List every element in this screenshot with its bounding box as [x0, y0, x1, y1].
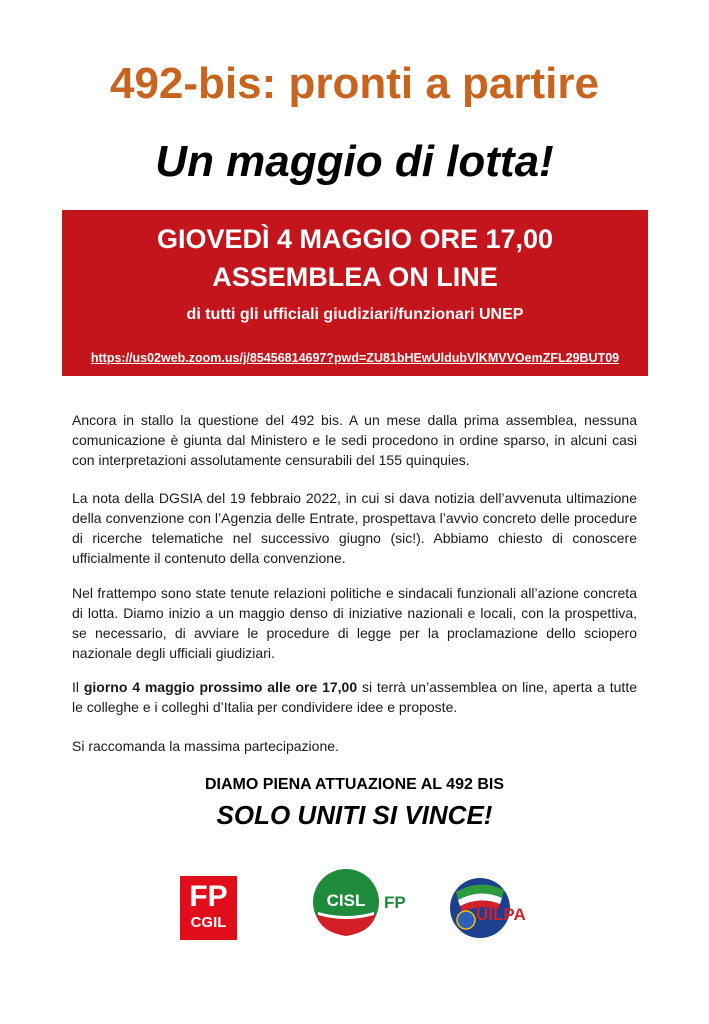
closing-motto: SOLO UNITI SI VINCE! [216, 800, 493, 830]
zoom-meeting-link[interactable]: https://us02web.zoom.us/j/85456814697?pwd=ZU81bHEwUldubVlKMVVOemZFL29BUT09 [90, 351, 620, 365]
cisl-fp-logo [312, 868, 432, 948]
paragraph-4-suffix: si terrà un’assemblea on line, aperta a tutte le colleghe e i colleghi d’Italia per condividere idee e proposte. [72, 679, 637, 715]
paragraph-1: Ancora in stallo la questione del 492 bis. A un mese dalla prima assemblea, nessuna comunicazione è giunta dal Ministero e le sedi procedono in ordine sparso, in alcuni casi con interpretazioni assolutamente censurabili del 155 quinquies. [72, 412, 637, 468]
page-subtitle: Un maggio di lotta! [155, 137, 554, 186]
paragraph-3: Nel frattempo sono state tenute relazioni politiche e sindacali funzionali all’azione concreta di lotta. Diamo inizio a un maggio denso di iniziative nazionali e locali, con la prospettiva, se necessario, di avviare le procedure di legge per la proclamazione dello sciopero nazionale degli ufficiali giudiziari. [72, 585, 637, 661]
paragraph-2: La nota della DGSIA del 19 febbraio 2022, in cui si dava notizia dell’avvenuta ultimazione della convenzione con l’Agenzia delle Entrate, prospettava l’avvio concreto delle procedure di ricerche telematiche nel successivo giugno (sic!). Abbiamo chiesto di conoscere ufficialmente il contenuto della convenzione. [72, 490, 637, 566]
event-banner [62, 210, 648, 376]
paragraph-5: Si raccomanda la massima partecipazione. [72, 738, 339, 754]
uilpa-logo [446, 870, 538, 946]
fp-cgil-logo [180, 876, 237, 940]
page-title: 492-bis: pronti a partire [109, 59, 599, 108]
fp-cgil-logo-cgil: CGIL [190, 914, 227, 931]
paragraph-4 [72, 677, 637, 717]
event-date: GIOVEDÌ 4 MAGGIO ORE 17,00 [156, 224, 554, 254]
paragraph-4-highlight: giorno 4 maggio prossimo alle ore 17,00 [83, 679, 358, 695]
cisl-fp-logo-cisl: CISL [326, 891, 366, 910]
event-type: ASSEMBLEA ON LINE [212, 262, 498, 292]
uilpa-logo-text: UILPA [476, 905, 526, 924]
cisl-fp-logo-graphic [312, 868, 432, 948]
closing-slogan: DIAMO PIENA ATTUAZIONE AL 492 BIS [205, 776, 504, 793]
uilpa-logo-graphic [446, 870, 538, 946]
fp-cgil-logo-fp: FP [189, 880, 228, 913]
event-audience: di tutti gli ufficiali giudiziari/funzionari UNEP [186, 306, 524, 323]
paragraph-4-prefix: Il [72, 679, 84, 695]
cisl-fp-logo-fp: FP [384, 893, 406, 912]
